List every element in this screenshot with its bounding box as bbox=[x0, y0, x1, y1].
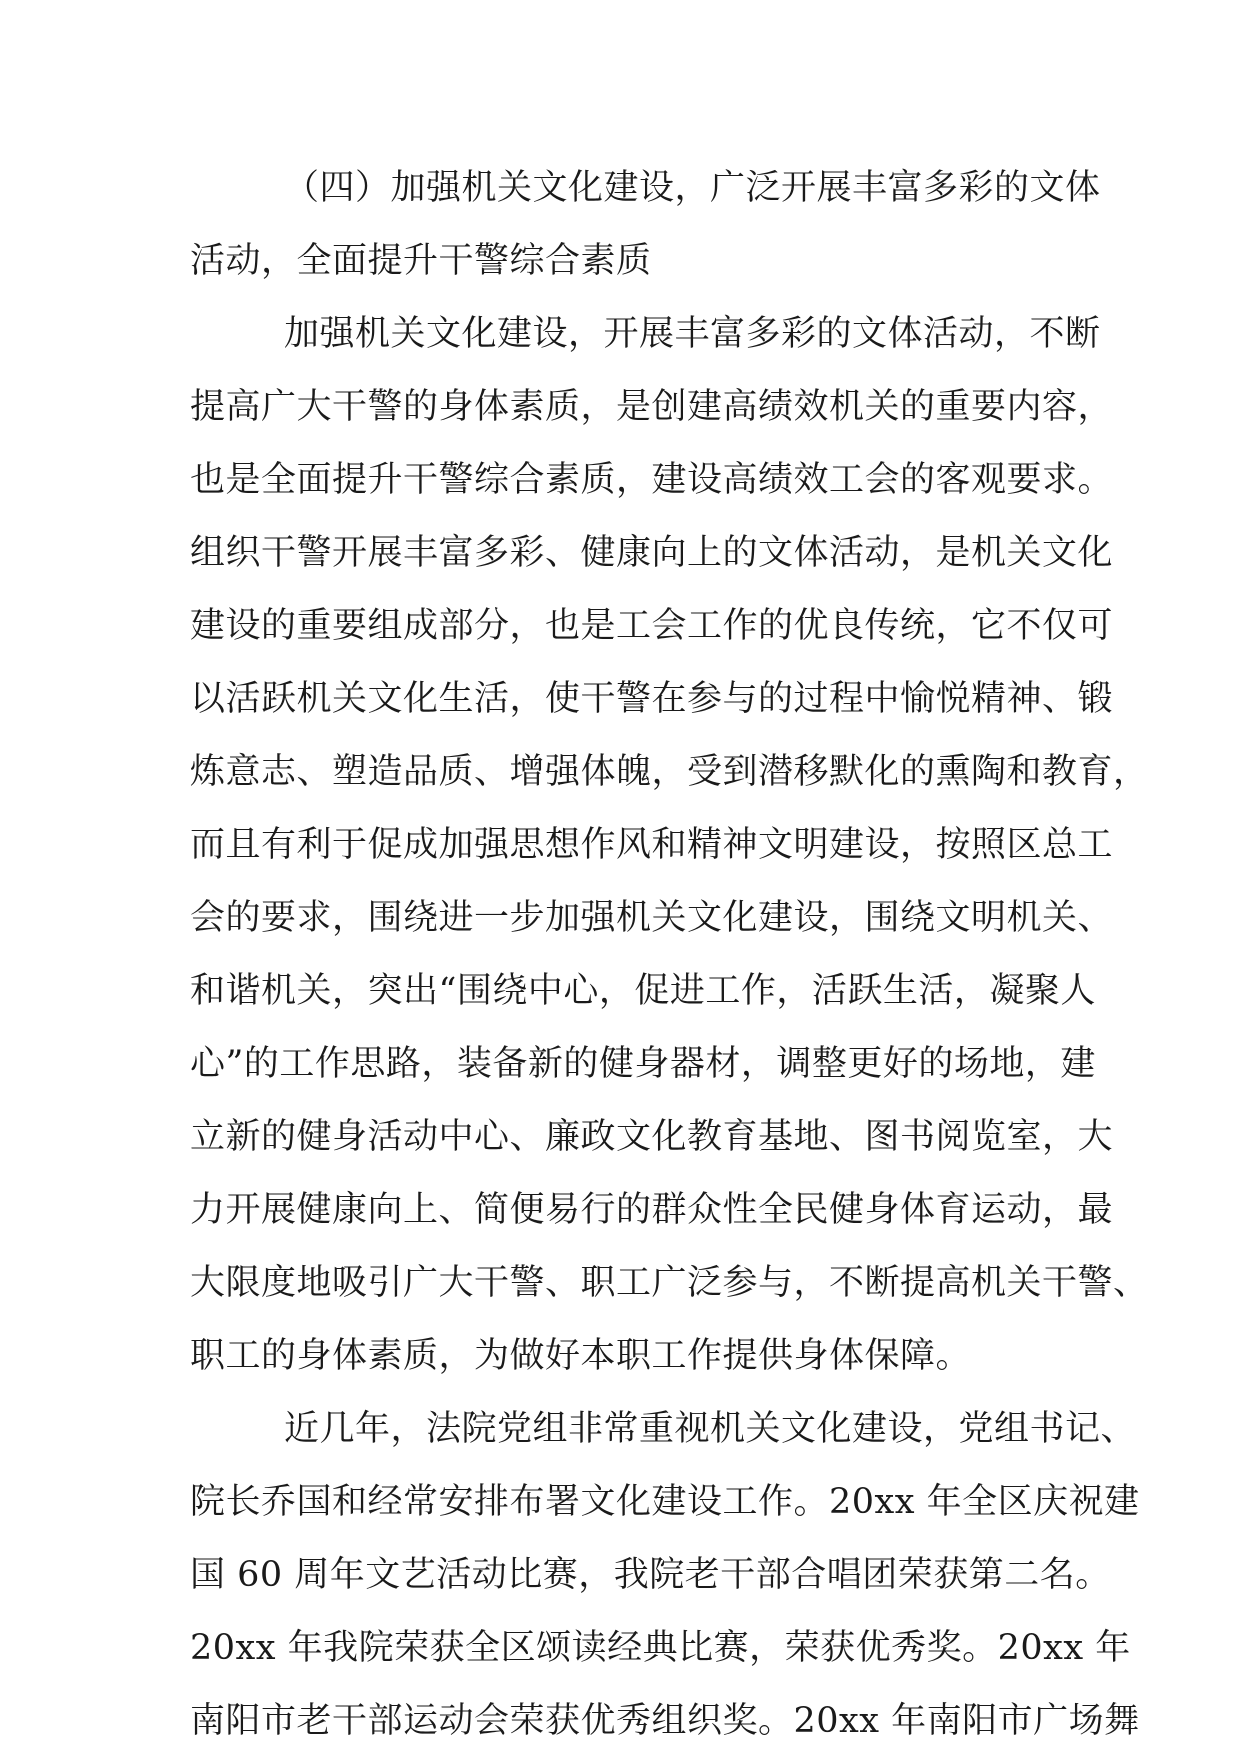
paragraph-line: 近几年，法院党组非常重视机关文化建设，党组书记、 bbox=[284, 1409, 1137, 1449]
paragraph-line: 建设的重要组成部分，也是工会工作的优良传统，它不仅可 bbox=[190, 606, 1114, 646]
section-heading bbox=[190, 152, 1101, 298]
heading-line: 活动，全面提升干警综合素质 bbox=[190, 241, 652, 281]
heading-line: （四）加强机关文化建设，广泛开展丰富多彩的文体 bbox=[284, 168, 1101, 208]
paragraph-line: 以活跃机关文化生活，使干警在参与的过程中愉悦精神、锻 bbox=[190, 679, 1114, 719]
paragraph-line: 大限度地吸引广大干警、职工广泛参与，不断提高机关干警、 bbox=[190, 1263, 1149, 1303]
paragraph-line: 加强机关文化建设，开展丰富多彩的文体活动，不断 bbox=[284, 314, 1101, 354]
paragraph-line: 组织干警开展丰富多彩、健康向上的文体活动，是机关文化 bbox=[190, 533, 1114, 573]
paragraph-line: 炼意志、塑造品质、增强体魄，受到潜移默化的熏陶和教育， bbox=[190, 752, 1149, 792]
paragraph-line: 力开展健康向上、简便易行的群众性全民健身体育运动，最 bbox=[190, 1190, 1114, 1230]
paragraph-line: 也是全面提升干警综合素质，建设高绩效工会的客观要求。 bbox=[190, 460, 1114, 500]
paragraph bbox=[190, 298, 1149, 1393]
paragraph-line: 而且有利于促成加强思想作风和精神文明建设，按照区总工 bbox=[190, 825, 1114, 865]
paragraph bbox=[190, 1393, 1140, 1758]
paragraph-line: 南阳市老干部运动会荣获优秀组织奖。20xx 年南阳市广场舞 bbox=[190, 1701, 1140, 1741]
paragraph-line: 心”的工作思路，装备新的健身器材，调整更好的场地，建 bbox=[190, 1044, 1096, 1084]
paragraph-line: 和谐机关，突出“围绕中心，促进工作，活跃生活，凝聚人 bbox=[190, 971, 1096, 1011]
paragraph-line: 会的要求，围绕进一步加强机关文化建设，围绕文明机关、 bbox=[190, 898, 1114, 938]
paragraph-line: 提高广大干警的身体素质，是创建高绩效机关的重要内容， bbox=[190, 387, 1114, 427]
paragraph-line: 院长乔国和经常安排布署文化建设工作。20xx 年全区庆祝建 bbox=[190, 1482, 1140, 1522]
paragraph-line: 20xx 年我院荣获全区颂读经典比赛，荣获优秀奖。20xx 年 bbox=[190, 1628, 1131, 1668]
paragraph-line: 职工的身体素质，为做好本职工作提供身体保障。 bbox=[190, 1336, 972, 1376]
paragraph-line: 立新的健身活动中心、廉政文化教育基地、图书阅览室，大 bbox=[190, 1117, 1114, 1157]
paragraph-line: 国 60 周年文艺活动比赛，我院老干部合唱团荣获第二名。 bbox=[190, 1555, 1111, 1595]
document-body bbox=[190, 152, 1149, 1758]
